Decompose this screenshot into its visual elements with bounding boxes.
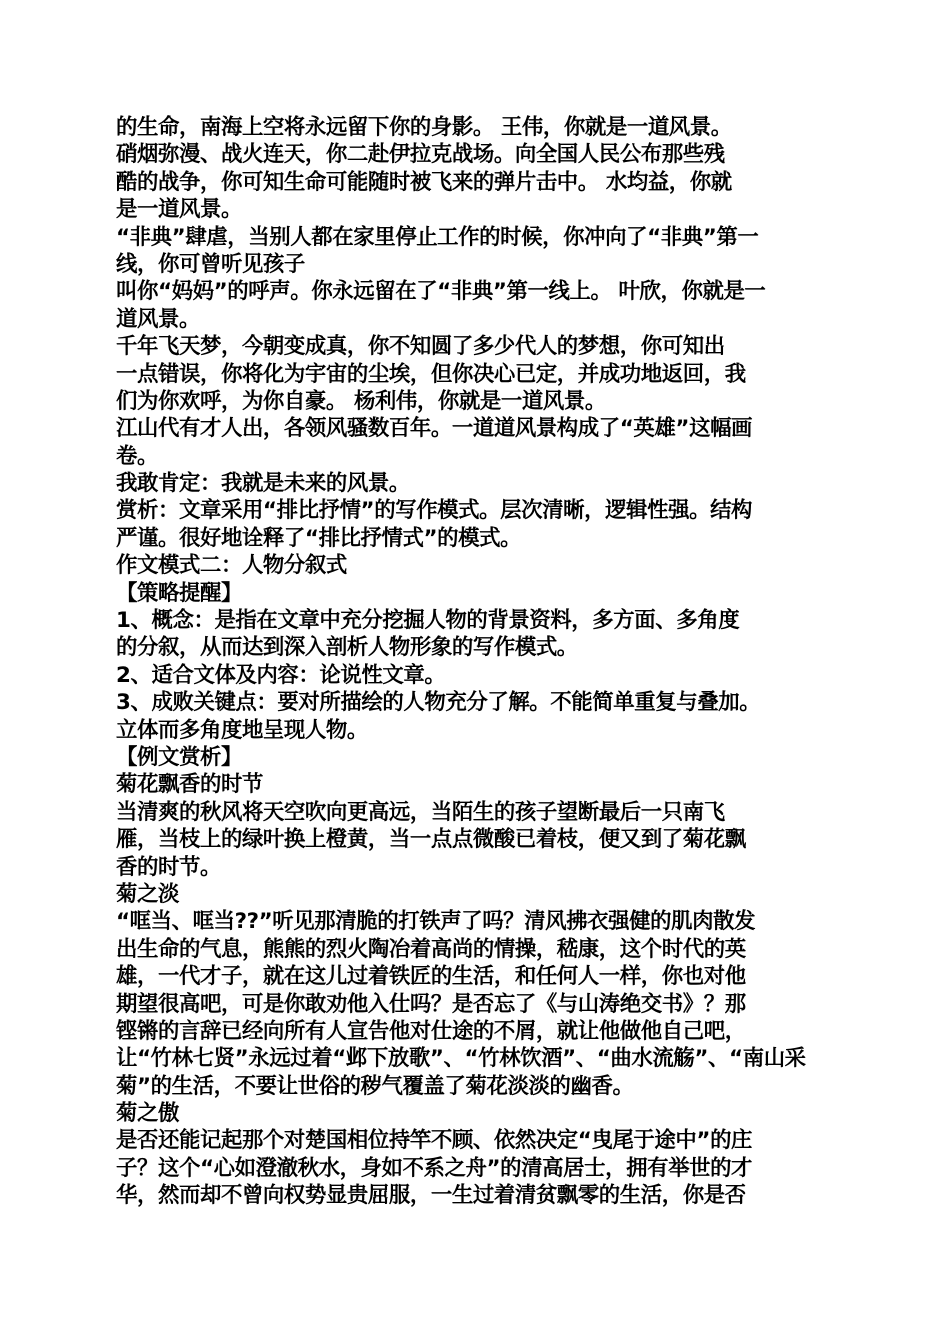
text-line: 让“竹林七贤”永远过着“邺下放歌”、“竹林饮酒”、“曲水流觞”、“南山采 [116, 1046, 806, 1072]
text-line: 雄，一代才子，就在这儿过着铁匠的生活，和任何人一样，你也对他 [116, 964, 746, 990]
text-line: 酷的战争，你可知生命可能随时被飞来的弹片击中。 水均益，你就 [116, 169, 732, 195]
text-line: 期望很高吧，可是你敢劝他入仕吗？是否忘了《与山涛绝交书》？那 [116, 991, 746, 1017]
text-line: 赏析：文章采用“排比抒情”的写作模式。层次清晰，逻辑性强。结构 [116, 498, 753, 524]
text-line: “哐当、哐当??”听见那清脆的打铁声了吗？清风拂衣强健的肌肉散发 [116, 909, 756, 935]
text-line: 立体而多角度地呈现人物。 [116, 717, 368, 743]
text-line: 菊”的生活，不要让世俗的秽气覆盖了菊花淡淡的幽香。 [116, 1073, 634, 1099]
text-line: 江山代有才人出，各领风骚数百年。一道道风景构成了“英雄”这幅画 [116, 416, 753, 442]
text-line: 是一道风景。 [116, 197, 242, 223]
text-line: 铿锵的言辞已经向所有人宣告他对仕途的不屑，就让他做他自己吧， [116, 1018, 746, 1044]
text-line: 硝烟弥漫、战火连天，你二赴伊拉克战场。向全国人民公布那些残 [116, 142, 725, 168]
document-page [116, 114, 840, 1210]
text-line: 严谨。很好地诠释了“排比抒情式”的模式。 [116, 525, 522, 551]
text-line: 香的时节。 [116, 854, 221, 880]
text-line: 千年飞天梦，今朝变成真，你不知圆了多少代人的梦想，你可知出 [116, 334, 725, 360]
text-line: 的分叙，从而达到深入剖析人物形象的写作模式。 [116, 635, 578, 661]
text-line: 的生命，南海上空将永远留下你的身影。 王伟，你就是一道风景。 [116, 115, 732, 140]
text-line: 子？这个“心如澄澈秋水，身如不系之舟”的清高居士，拥有举世的才 [116, 1155, 753, 1181]
text-line: 2、适合文体及内容：论说性文章。 [116, 662, 446, 688]
section-heading: 作文模式二：人物分叙式 [116, 553, 347, 579]
text-line: 华，然而却不曾向权势显贵屈服，一生过着清贫飘零的生活，你是否 [116, 1183, 746, 1209]
section-heading: 【例文赏析】 [116, 744, 242, 770]
text-line: 当清爽的秋风将天空吹向更高远，当陌生的孩子望断最后一只南飞 [116, 799, 725, 825]
text-line: 1、概念：是指在文章中充分挖掘人物的背景资料，多方面、多角度 [116, 608, 740, 634]
text-line: 出生命的气息，熊熊的烈火陶冶着高尚的情操，嵇康，这个时代的英 [116, 936, 746, 962]
text-line: 3、成败关键点：要对所描绘的人物充分了解。不能简单重复与叠加。 [116, 690, 761, 716]
subheading: 菊之傲 [116, 1101, 179, 1127]
text-line: 卷。 [116, 443, 158, 469]
essay-title: 菊花飘香的时节 [116, 772, 263, 798]
text-line: 一点错误，你将化为宇宙的尘埃，但你决心已定，并成功地返回，我 [116, 361, 746, 387]
text-line: 是否还能记起那个对楚国相位持竿不顾、依然决定“曳尾于途中”的庄 [116, 1128, 753, 1154]
text-line: 道风景。 [116, 306, 200, 332]
text-line: 们为你欢呼，为你自豪。 杨利伟，你就是一道风景。 [116, 388, 606, 414]
text-line: 我敢肯定：我就是未来的风景。 [116, 471, 410, 497]
section-heading: 【策略提醒】 [116, 580, 242, 606]
subheading: 菊之淡 [116, 881, 179, 907]
text-line: 雁，当枝上的绿叶换上橙黄，当一点点微酸已着枝，便又到了菊花飘 [116, 827, 746, 853]
text-line: “非典”肆虐，当别人都在家里停止工作的时候，你冲向了“非典”第一 [116, 224, 759, 250]
text-line: 叫你“妈妈”的呼声。你永远留在了“非典”第一线上。 叶欣，你就是一 [116, 279, 766, 305]
text-line: 线，你可曾听见孩子 [116, 251, 305, 277]
